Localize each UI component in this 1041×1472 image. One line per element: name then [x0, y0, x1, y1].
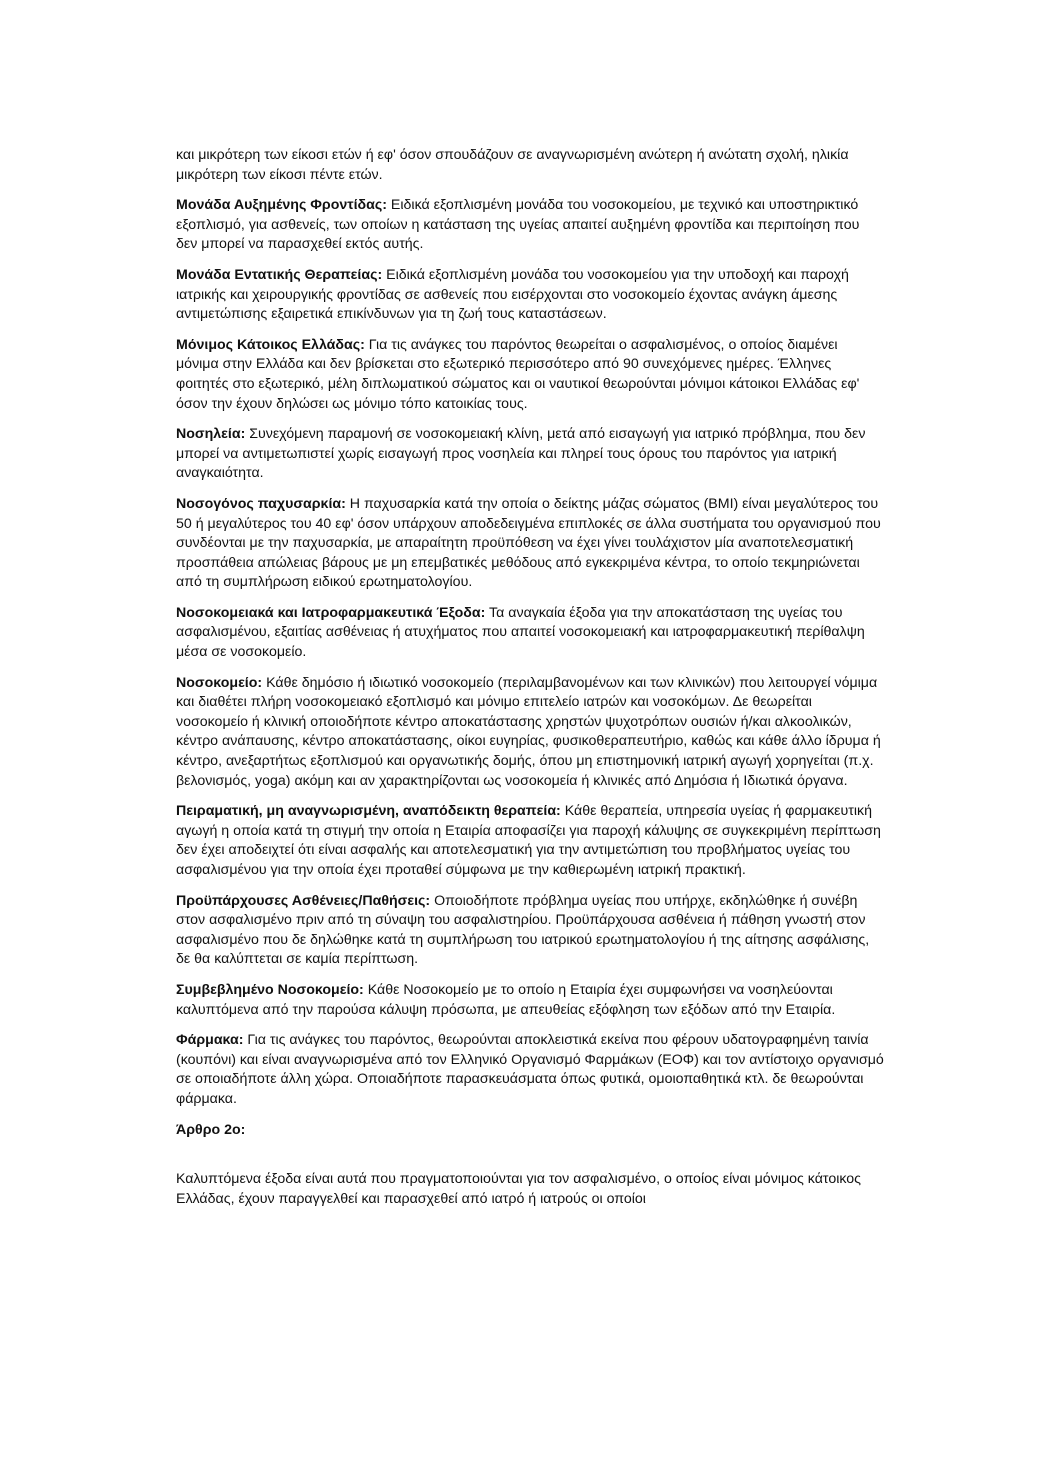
definitions-list: [176, 196, 884, 1109]
definition-term: Προϋπάρχουσες Ασθένειες/Παθήσεις:: [176, 892, 431, 909]
article-heading: Άρθρο 2ο:: [176, 1121, 246, 1138]
definition-paragraph: [176, 425, 884, 484]
definition-paragraph: [176, 981, 884, 1020]
definition-text: Κάθε θεραπεία, υπηρεσία υγείας ή φαρμακευτική αγωγή η οποία κατά τη στιγμή την οποία η Εταιρία αποφασίζει για παροχή κάλυψης σε συγκεκριμένη περίπτωση δεν έχει αποδειχτεί ότι είναι ασφαλής και αποτελεσματική για την αντιμετώπιση του προβλήματος υγείας του ασφαλισμένου για την οποία έχει προταθεί σύμφωνα με την καθιερωμένη ιατρική πρακτική.: [176, 803, 881, 878]
definition-text: Ειδικά εξοπλισμένη μονάδα του νοσοκομείου για την υποδοχή και παροχή ιατρικής και χειρουργικής φροντίδας σε ασθενείς που εισέρχονται στο νοσοκομείο έχοντας ανάγκη άμεσης αντιμετώπισης εξαιρετικά επικίνδυνων για τη ζωή τους καταστάσεων.: [176, 266, 849, 323]
definition-paragraph: [176, 336, 884, 414]
intro-paragraph: και μικρότερη των είκοσι ετών ή εφ' όσον σπουδάζουν σε αναγνωρισμένη ανώτερη ή ανώτατη σχολή, ηλικία μικρότερη των είκοσι πέντε ετών.: [176, 147, 849, 183]
definition-term: Νοσογόνος παχυσαρκία:: [176, 495, 346, 512]
definition-text: Ειδικά εξοπλισμένη μονάδα του νοσοκομείου, με τεχνικό και υποστηρικτικό εξοπλισμό, για ασθενείς, των οποίων η κατάσταση της υγείας απαιτεί αυξημένη φροντίδα και περιποίηση που δεν μπορεί να παρασχεθεί εκτός αυτής.: [176, 197, 860, 253]
definition-text: Για τις ανάγκες του παρόντος, θεωρούνται αποκλειστικά εκείνα που φέρουν υδατογραφημένη ταινία (κουπόνι) και είναι αναγνωρισμένα από τον Ελληνικό Οργανισμό Φαρμάκων (ΕΟΦ) και τον αντίστοιχο οργανισμό σε οποιαδήποτε άλλη χώρα. Οποιαδήποτε παρασκευάσματα όπως φυτικά, ομοιοπαθητικά κτλ. δε θεωρούνται φάρμακα.: [176, 1032, 884, 1107]
document-page: [176, 146, 884, 1220]
article-paragraph: Καλυπτόμενα έξοδα είναι αυτά που πραγματοποιούνται για τον ασφαλισμένο, ο οποίος είναι μόνιμος κάτοικος Ελλάδας, έχουν παραγγελθεί και παρασχεθεί από ιατρό ή ιατρούς οι οποίοι: [176, 1171, 862, 1207]
definition-term: Μόνιμος Κάτοικος Ελλάδας:: [176, 336, 365, 353]
definition-paragraph: [176, 604, 884, 663]
definition-text: Τα αναγκαία έξοδα για την αποκατάσταση της υγείας του ασφαλισμένου, εξαιτίας ασθένειας ή ατυχήματος που απαιτεί νοσοκομειακή και ιατροφαρμακευτική περίθαλψη μέσα σε νοσοκομείο.: [176, 604, 865, 661]
definition-paragraph: [176, 495, 884, 593]
definition-term: Συμβεβλημένο Νοσοκομείο:: [176, 981, 364, 998]
definition-term: Νοσοκομείο:: [176, 674, 263, 691]
definition-text: Συνεχόμενη παραμονή σε νοσοκομειακή κλίνη, μετά από εισαγωγή για ιατρικό πρόβλημα, που δεν μπορεί να αντιμετωπιστεί χωρίς εισαγωγή προς νοσηλεία και πληρεί τους όρους του παρόντος για ιατρική αναγκαιότητα.: [176, 426, 866, 482]
definition-text: Κάθε Νοσοκομείο με το οποίο η Εταιρία έχει συμφωνήσει να νοσηλεύονται καλυπτόμενα από την παρούσα κάλυψη πρόσωπα, με απευθείας εξόφληση των εξόδων από την Εταιρία.: [176, 981, 836, 1018]
definition-text: Για τις ανάγκες του παρόντος θεωρείται ο ασφαλισμένος, ο οποίος διαμένει μόνιμα στην Ελλάδα και δεν βρίσκεται στο εξωτερικό περισσότερο από 90 συνεχόμενες ημέρες. Έλληνες φοιτητές στο εξωτερικό, μέλη διπλωματικού σώματος και οι ναυτικοί θεωρούνται μόνιμοι κάτοικοι Ελλάδας εφ' όσον την έχουν δηλώσει ως μόνιμο τόπο κατοικίας τους.: [176, 336, 860, 412]
definition-paragraph: [176, 674, 884, 792]
definition-text: Κάθε δημόσιο ή ιδιωτικό νοσοκομείο (περιλαμβανομένων και των κλινικών) που λειτουργεί νόμιμα και διαθέτει πλήρη νοσοκομειακό εξοπλισμό και μόνιμο επιτελείο ιατρών και νοσοκόμων. Δε θεωρείται νοσοκομείο ή κλινική οποιοδήποτε κέντρο αποκατάστασης χρηστών ψυχοτρόπων ουσιών ή/και αλκοολικών, κέντρο ανάπαυσης, κέντρο αποκατάστασης, οίκοι ευγηρίας, φυσικοθεραπευτήριο, καθώς και κάθε άλλο ίδρυμα ή κέντρο, ανεξαρτήτως εξοπλισμού και οργανωτικής δομής, όπου μη επιστημονική ιατρική αγωγή χορηγείται (π.χ. βελονισμός, yoga) ακόμη και αν χαρακτηρίζονται ως νοσοκομεία ή κλινικές από Δημόσια ή Ιδιωτικά όργανα.: [176, 674, 881, 789]
definition-paragraph: [176, 196, 884, 255]
definition-term: Νοσοκομειακά και Ιατροφαρμακευτικά Έξοδα:: [176, 604, 486, 621]
definition-term: Πειραματική, μη αναγνωρισμένη, αναπόδεικτη θεραπεία:: [176, 803, 561, 820]
definition-text: Οποιοδήποτε πρόβλημα υγείας που υπήρχε, εκδηλώθηκε ή συνέβη στον ασφαλισμένο πριν από τη σύναψη του ασφαλιστηρίου. Προϋπάρχουσα ασθένεια ή πάθηση γνωστή στον ασφαλισμένο που δε δηλώθηκε κατά τη συμπλήρωση του ιατρικού ερωτηματολογίου ή της αίτησης ασφάλισης, δε θα καλύπτεται σε καμία περίπτωση.: [176, 892, 870, 968]
definition-term: Μονάδα Εντατικής Θεραπείας:: [176, 266, 383, 283]
definition-paragraph: [176, 802, 884, 880]
definition-term: Φάρμακα:: [176, 1032, 244, 1049]
definition-text: Η παχυσαρκία κατά την οποία ο δείκτης μάζας σώματος (BMI) είναι μεγαλύτερος του 50 ή μεγαλύτερος του 40 εφ' όσον υπάρχουν αποδεδειγμένα επιπλοκές σε άλλα συστήματα του οργανισμού που συνδέονται με την παχυσαρκία, με απαραίτητη προϋπόθεση να έχει γίνει τουλάχιστον μία αναποτελεσματική προσπάθεια απώλειας βάρους με μη επεμβατικές μεθόδους από εγκεκριμένα κέντρα, το οποίο τεκμηριώνεται από τη συμπλήρωση ειδικού ερωτηματολογίου.: [176, 495, 881, 591]
definition-paragraph: [176, 1031, 884, 1109]
definition-paragraph: [176, 266, 884, 325]
definition-term: Μονάδα Αυξημένης Φροντίδας:: [176, 197, 387, 214]
definition-paragraph: [176, 892, 884, 970]
definition-term: Νοσηλεία:: [176, 426, 246, 443]
